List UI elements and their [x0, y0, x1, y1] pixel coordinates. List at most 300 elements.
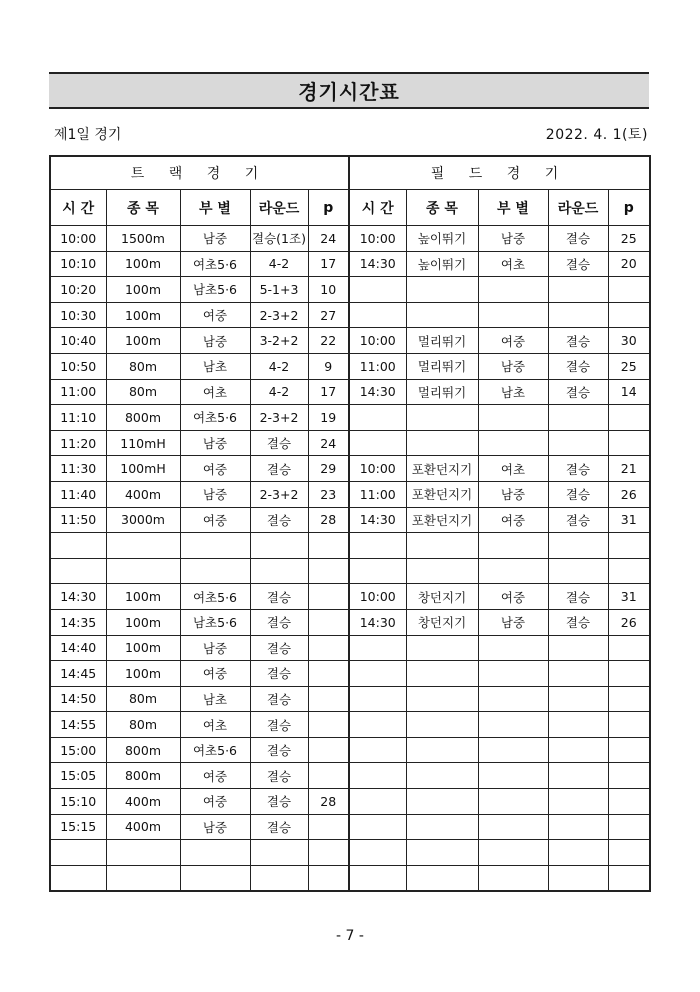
- field-event-cell: [406, 558, 478, 584]
- track-round-cell: 결승: [250, 609, 308, 635]
- track-division-cell: 남초5·6: [180, 277, 250, 303]
- track-page-cell: 27: [308, 302, 349, 328]
- track-round-cell: [250, 533, 308, 559]
- field-page-cell: 21: [608, 456, 650, 482]
- track-time-cell: 14:55: [50, 712, 106, 738]
- track-round-cell: 2-3+2: [250, 302, 308, 328]
- track-time-cell: 10:10: [50, 251, 106, 277]
- field-event-cell: 창던지기: [406, 584, 478, 610]
- table-row: [50, 558, 650, 584]
- field-event-cell: [406, 789, 478, 815]
- field-event-cell: [406, 302, 478, 328]
- track-division-cell: 남중: [180, 430, 250, 456]
- track-division-cell: 남초: [180, 686, 250, 712]
- field-event-cell: [406, 737, 478, 763]
- field-round-cell: [548, 686, 608, 712]
- track-round-header: 라운드: [250, 190, 308, 226]
- field-event-cell: [406, 712, 478, 738]
- field-event-cell: 멀리뛰기: [406, 379, 478, 405]
- track-page-cell: 17: [308, 379, 349, 405]
- track-time-cell: 10:30: [50, 302, 106, 328]
- field-time-cell: 14:30: [349, 379, 406, 405]
- table-row: [50, 686, 650, 712]
- track-division-cell: 여중: [180, 789, 250, 815]
- table-row: [50, 328, 650, 354]
- track-division-cell: 남중: [180, 226, 250, 252]
- track-division-cell: 남중: [180, 814, 250, 840]
- track-division-cell: 여초: [180, 379, 250, 405]
- field-time-cell: [349, 865, 406, 891]
- day-label: 제1일 경기: [54, 127, 122, 143]
- field-page-cell: 31: [608, 507, 650, 533]
- track-round-cell: 5-1+3: [250, 277, 308, 303]
- field-round-cell: 결승: [548, 379, 608, 405]
- track-event-cell: 3000m: [106, 507, 180, 533]
- field-round-cell: [548, 277, 608, 303]
- field-time-cell: 10:00: [349, 456, 406, 482]
- track-division-cell: [180, 865, 250, 891]
- field-time-cell: [349, 763, 406, 789]
- field-division-cell: [478, 686, 548, 712]
- track-round-cell: 결승: [250, 737, 308, 763]
- field-time-cell: 10:00: [349, 328, 406, 354]
- track-time-cell: 15:10: [50, 789, 106, 815]
- track-time-cell: [50, 840, 106, 866]
- track-round-cell: 3-2+2: [250, 328, 308, 354]
- field-event-cell: [406, 814, 478, 840]
- track-division-cell: 여중: [180, 302, 250, 328]
- field-round-cell: 결승: [548, 609, 608, 635]
- table-row: [50, 302, 650, 328]
- track-event-cell: 100mH: [106, 456, 180, 482]
- track-round-cell: 결승: [250, 430, 308, 456]
- field-division-cell: [478, 737, 548, 763]
- field-event-cell: 창던지기: [406, 609, 478, 635]
- field-division-cell: [478, 302, 548, 328]
- track-page-cell: [308, 737, 349, 763]
- field-page-cell: 25: [608, 226, 650, 252]
- field-division-cell: [478, 712, 548, 738]
- field-page-cell: [608, 789, 650, 815]
- field-time-cell: [349, 789, 406, 815]
- track-time-cell: 15:15: [50, 814, 106, 840]
- track-page-cell: [308, 609, 349, 635]
- track-event-cell: 80m: [106, 712, 180, 738]
- track-time-cell: 10:40: [50, 328, 106, 354]
- track-page-cell: [308, 712, 349, 738]
- track-section-header: 트 랙 경 기: [50, 156, 349, 190]
- field-round-cell: [548, 302, 608, 328]
- field-division-cell: [478, 840, 548, 866]
- field-time-cell: 10:00: [349, 226, 406, 252]
- field-time-cell: [349, 661, 406, 687]
- table-row: [50, 737, 650, 763]
- field-event-cell: [406, 405, 478, 431]
- track-round-cell: 4-2: [250, 251, 308, 277]
- track-round-cell: [250, 840, 308, 866]
- field-event-cell: 포환던지기: [406, 481, 478, 507]
- field-division-header: 부 별: [478, 190, 548, 226]
- field-event-cell: [406, 686, 478, 712]
- track-division-cell: [180, 558, 250, 584]
- track-page-cell: 17: [308, 251, 349, 277]
- field-round-header: 라운드: [548, 190, 608, 226]
- field-round-cell: [548, 661, 608, 687]
- field-event-cell: [406, 840, 478, 866]
- field-division-cell: 여중: [478, 584, 548, 610]
- track-division-cell: 남중: [180, 481, 250, 507]
- field-event-cell: 포환던지기: [406, 507, 478, 533]
- track-time-cell: [50, 533, 106, 559]
- track-page-cell: [308, 686, 349, 712]
- track-round-cell: 결승(1조): [250, 226, 308, 252]
- table-row: [50, 226, 650, 252]
- field-page-cell: 14: [608, 379, 650, 405]
- track-round-cell: 결승: [250, 661, 308, 687]
- track-time-cell: 14:40: [50, 635, 106, 661]
- field-round-cell: [548, 814, 608, 840]
- field-round-cell: 결승: [548, 353, 608, 379]
- track-round-cell: 결승: [250, 686, 308, 712]
- track-page-cell: [308, 865, 349, 891]
- field-page-cell: [608, 558, 650, 584]
- track-round-cell: 결승: [250, 763, 308, 789]
- field-division-cell: 남중: [478, 481, 548, 507]
- table-row: [50, 533, 650, 559]
- field-division-cell: [478, 533, 548, 559]
- track-round-cell: 결승: [250, 814, 308, 840]
- track-event-cell: [106, 558, 180, 584]
- field-event-cell: 멀리뛰기: [406, 353, 478, 379]
- track-page-cell: 23: [308, 481, 349, 507]
- table-row: [50, 840, 650, 866]
- field-division-cell: 여중: [478, 328, 548, 354]
- track-event-cell: [106, 840, 180, 866]
- table-row: [50, 661, 650, 687]
- track-time-cell: 10:50: [50, 353, 106, 379]
- field-round-cell: 결승: [548, 226, 608, 252]
- track-round-cell: 결승: [250, 635, 308, 661]
- field-event-cell: [406, 865, 478, 891]
- field-time-cell: 11:00: [349, 481, 406, 507]
- track-page-cell: [308, 584, 349, 610]
- field-page-cell: 31: [608, 584, 650, 610]
- field-time-cell: [349, 533, 406, 559]
- track-event-cell: 400m: [106, 481, 180, 507]
- track-division-cell: 여초: [180, 712, 250, 738]
- track-round-cell: [250, 558, 308, 584]
- track-time-cell: 11:10: [50, 405, 106, 431]
- track-event-cell: 80m: [106, 686, 180, 712]
- field-time-cell: [349, 686, 406, 712]
- track-division-cell: 여중: [180, 763, 250, 789]
- field-division-cell: [478, 763, 548, 789]
- field-round-cell: 결승: [548, 507, 608, 533]
- field-division-cell: 여초: [478, 456, 548, 482]
- field-round-cell: [548, 763, 608, 789]
- field-division-cell: 여중: [478, 507, 548, 533]
- field-time-header: 시 간: [349, 190, 406, 226]
- track-page-cell: 28: [308, 507, 349, 533]
- table-row: [50, 763, 650, 789]
- field-page-cell: 26: [608, 609, 650, 635]
- track-event-cell: 100m: [106, 609, 180, 635]
- field-division-cell: [478, 277, 548, 303]
- field-round-cell: [548, 840, 608, 866]
- field-division-cell: 남중: [478, 226, 548, 252]
- field-page-cell: [608, 840, 650, 866]
- track-event-cell: 400m: [106, 814, 180, 840]
- track-time-cell: [50, 558, 106, 584]
- field-round-cell: [548, 635, 608, 661]
- track-time-header: 시 간: [50, 190, 106, 226]
- table-row: [50, 353, 650, 379]
- page-number: - 7 -: [336, 928, 364, 944]
- table-row: [50, 865, 650, 891]
- field-division-cell: [478, 814, 548, 840]
- track-event-cell: [106, 865, 180, 891]
- track-event-cell: 80m: [106, 353, 180, 379]
- track-time-cell: 15:00: [50, 737, 106, 763]
- table-row: [50, 789, 650, 815]
- field-page-cell: [608, 814, 650, 840]
- field-round-cell: [548, 712, 608, 738]
- field-round-cell: [548, 430, 608, 456]
- track-page-cell: [308, 661, 349, 687]
- field-page-cell: [608, 533, 650, 559]
- track-page-header: p: [308, 190, 349, 226]
- track-round-cell: 결승: [250, 712, 308, 738]
- track-time-cell: 11:30: [50, 456, 106, 482]
- field-event-cell: [406, 763, 478, 789]
- track-page-cell: 9: [308, 353, 349, 379]
- track-event-cell: [106, 533, 180, 559]
- track-event-cell: 100m: [106, 328, 180, 354]
- track-event-cell: 80m: [106, 379, 180, 405]
- field-round-cell: 결승: [548, 456, 608, 482]
- track-round-cell: 2-3+2: [250, 481, 308, 507]
- track-round-cell: 4-2: [250, 379, 308, 405]
- field-page-cell: [608, 712, 650, 738]
- track-round-cell: 결승: [250, 584, 308, 610]
- field-time-cell: [349, 737, 406, 763]
- track-time-cell: 10:00: [50, 226, 106, 252]
- track-event-cell: 100m: [106, 661, 180, 687]
- field-round-cell: [548, 405, 608, 431]
- track-page-cell: [308, 635, 349, 661]
- field-round-cell: [548, 789, 608, 815]
- track-event-cell: 100m: [106, 251, 180, 277]
- page-title: 경기시간표: [49, 72, 649, 109]
- table-row: [50, 277, 650, 303]
- track-event-cell: 100m: [106, 277, 180, 303]
- field-time-cell: 14:30: [349, 609, 406, 635]
- field-page-cell: 20: [608, 251, 650, 277]
- field-division-cell: 남초: [478, 379, 548, 405]
- field-division-cell: [478, 405, 548, 431]
- field-event-cell: 높이뛰기: [406, 226, 478, 252]
- track-division-header: 부 별: [180, 190, 250, 226]
- field-event-cell: 멀리뛰기: [406, 328, 478, 354]
- track-page-cell: 19: [308, 405, 349, 431]
- track-division-cell: [180, 840, 250, 866]
- track-time-cell: 15:05: [50, 763, 106, 789]
- field-event-cell: [406, 277, 478, 303]
- track-round-cell: 결승: [250, 456, 308, 482]
- table-row: [50, 507, 650, 533]
- track-time-cell: 11:00: [50, 379, 106, 405]
- track-event-cell: 1500m: [106, 226, 180, 252]
- track-division-cell: 여초5·6: [180, 405, 250, 431]
- track-page-cell: 24: [308, 430, 349, 456]
- track-event-cell: 100m: [106, 584, 180, 610]
- schedule-table: [49, 155, 651, 892]
- field-time-cell: [349, 277, 406, 303]
- field-page-cell: [608, 302, 650, 328]
- track-division-cell: 여초5·6: [180, 584, 250, 610]
- track-division-cell: 남중: [180, 328, 250, 354]
- track-division-cell: 남중: [180, 635, 250, 661]
- track-division-cell: 여초5·6: [180, 737, 250, 763]
- table-row: [50, 379, 650, 405]
- table-row: [50, 814, 650, 840]
- field-round-cell: [548, 558, 608, 584]
- track-page-cell: [308, 840, 349, 866]
- field-round-cell: [548, 737, 608, 763]
- track-page-cell: 24: [308, 226, 349, 252]
- table-row: [50, 405, 650, 431]
- track-time-cell: 14:30: [50, 584, 106, 610]
- field-page-cell: [608, 661, 650, 687]
- track-time-cell: 14:50: [50, 686, 106, 712]
- field-division-cell: [478, 865, 548, 891]
- field-page-cell: [608, 763, 650, 789]
- track-page-cell: [308, 814, 349, 840]
- track-time-cell: 11:50: [50, 507, 106, 533]
- track-round-cell: [250, 865, 308, 891]
- field-time-cell: [349, 558, 406, 584]
- track-event-cell: 100m: [106, 302, 180, 328]
- field-time-cell: [349, 430, 406, 456]
- field-event-cell: [406, 430, 478, 456]
- track-round-cell: 결승: [250, 507, 308, 533]
- field-section-header: 필 드 경 기: [349, 156, 650, 190]
- field-round-cell: 결승: [548, 328, 608, 354]
- track-event-header: 종 목: [106, 190, 180, 226]
- track-division-cell: 남초: [180, 353, 250, 379]
- field-page-cell: [608, 737, 650, 763]
- field-page-cell: [608, 405, 650, 431]
- track-division-cell: 남초5·6: [180, 609, 250, 635]
- field-time-cell: [349, 712, 406, 738]
- field-page-cell: [608, 277, 650, 303]
- track-page-cell: 22: [308, 328, 349, 354]
- field-page-cell: 25: [608, 353, 650, 379]
- field-page-cell: [608, 430, 650, 456]
- track-time-cell: 11:40: [50, 481, 106, 507]
- track-page-cell: 10: [308, 277, 349, 303]
- field-page-cell: [608, 865, 650, 891]
- field-division-cell: [478, 661, 548, 687]
- field-round-cell: 결승: [548, 481, 608, 507]
- field-round-cell: [548, 533, 608, 559]
- field-time-cell: [349, 405, 406, 431]
- table-row: [50, 584, 650, 610]
- field-event-cell: 높이뛰기: [406, 251, 478, 277]
- field-round-cell: [548, 865, 608, 891]
- field-time-cell: 14:30: [349, 507, 406, 533]
- field-division-cell: [478, 558, 548, 584]
- field-event-cell: [406, 661, 478, 687]
- field-time-cell: [349, 635, 406, 661]
- track-division-cell: 여중: [180, 661, 250, 687]
- track-time-cell: [50, 865, 106, 891]
- field-division-cell: [478, 430, 548, 456]
- table-row: [50, 456, 650, 482]
- track-division-cell: [180, 533, 250, 559]
- track-event-cell: 800m: [106, 763, 180, 789]
- track-division-cell: 여중: [180, 507, 250, 533]
- field-round-cell: 결승: [548, 251, 608, 277]
- field-time-cell: [349, 302, 406, 328]
- track-page-cell: [308, 763, 349, 789]
- field-event-cell: [406, 533, 478, 559]
- field-round-cell: 결승: [548, 584, 608, 610]
- field-time-cell: 10:00: [349, 584, 406, 610]
- track-page-cell: [308, 558, 349, 584]
- track-time-cell: 14:35: [50, 609, 106, 635]
- track-event-cell: 110mH: [106, 430, 180, 456]
- table-row: [50, 712, 650, 738]
- track-event-cell: 100m: [106, 635, 180, 661]
- track-event-cell: 400m: [106, 789, 180, 815]
- field-event-header: 종 목: [406, 190, 478, 226]
- track-time-cell: 11:20: [50, 430, 106, 456]
- table-row: [50, 251, 650, 277]
- track-page-cell: 28: [308, 789, 349, 815]
- field-page-header: p: [608, 190, 650, 226]
- field-time-cell: [349, 814, 406, 840]
- table-row: [50, 635, 650, 661]
- field-time-cell: [349, 840, 406, 866]
- track-page-cell: 29: [308, 456, 349, 482]
- date-label: 2022. 4. 1(토): [545, 127, 648, 143]
- track-page-cell: [308, 533, 349, 559]
- field-page-cell: [608, 635, 650, 661]
- table-row: [50, 609, 650, 635]
- track-division-cell: 여중: [180, 456, 250, 482]
- track-round-cell: 2-3+2: [250, 405, 308, 431]
- track-time-cell: 14:45: [50, 661, 106, 687]
- track-round-cell: 결승: [250, 789, 308, 815]
- track-event-cell: 800m: [106, 737, 180, 763]
- field-division-cell: [478, 635, 548, 661]
- field-division-cell: 여초: [478, 251, 548, 277]
- field-page-cell: [608, 686, 650, 712]
- track-division-cell: 여초5·6: [180, 251, 250, 277]
- field-division-cell: 남중: [478, 609, 548, 635]
- field-division-cell: 남중: [478, 353, 548, 379]
- field-page-cell: 30: [608, 328, 650, 354]
- table-row: [50, 430, 650, 456]
- track-event-cell: 800m: [106, 405, 180, 431]
- field-time-cell: 11:00: [349, 353, 406, 379]
- field-page-cell: 26: [608, 481, 650, 507]
- track-time-cell: 10:20: [50, 277, 106, 303]
- field-event-cell: 포환던지기: [406, 456, 478, 482]
- table-row: [50, 481, 650, 507]
- field-event-cell: [406, 635, 478, 661]
